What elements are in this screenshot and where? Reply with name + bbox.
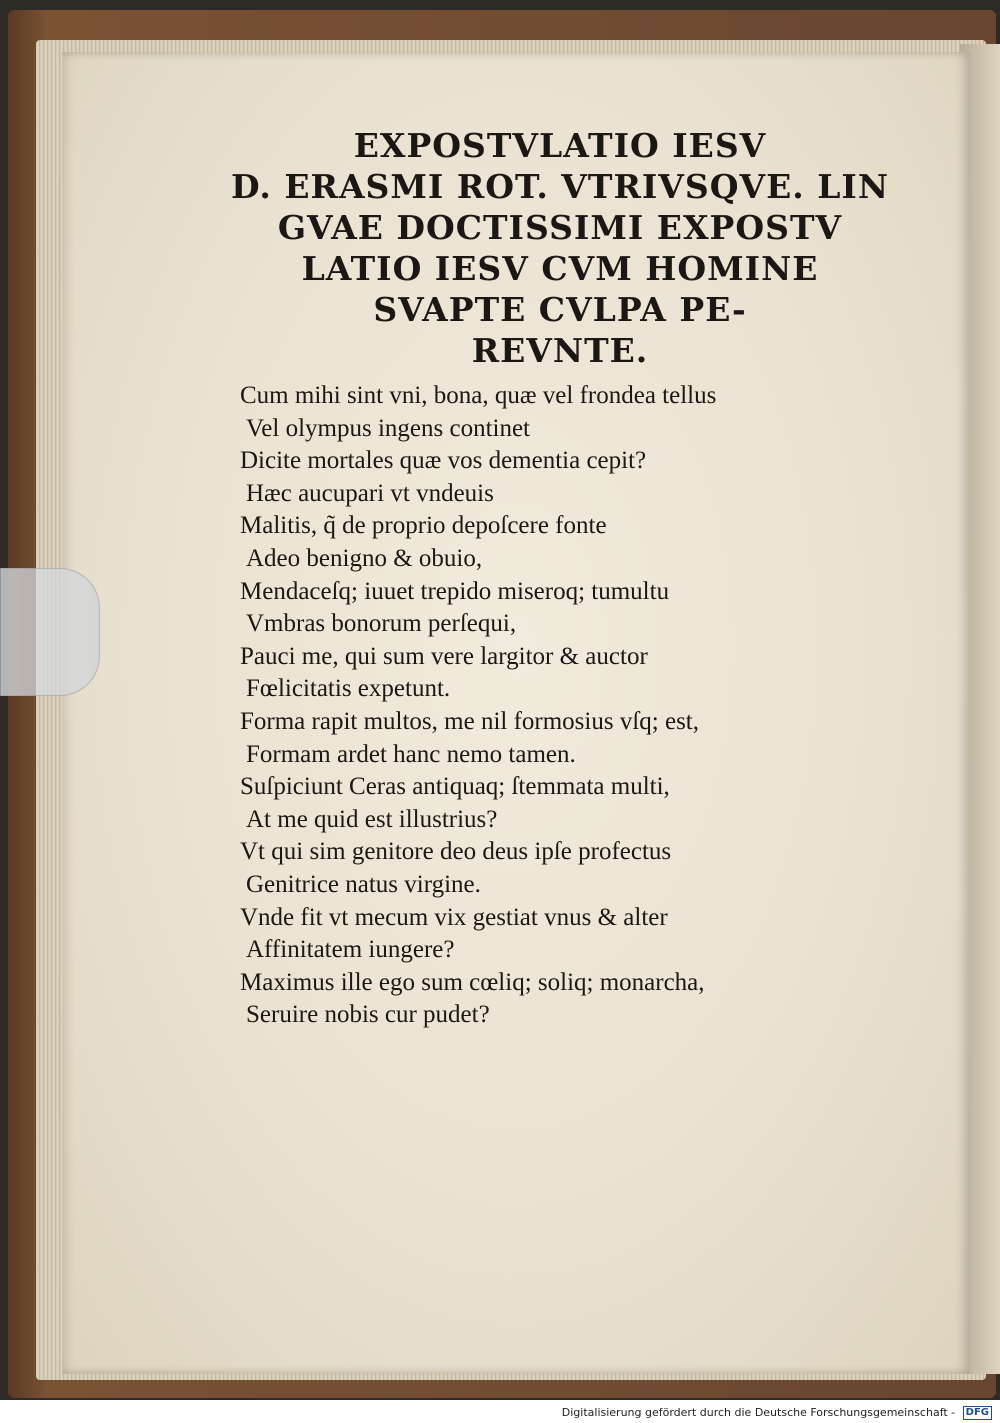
credit-text: Digitalisierung gefördert durch die Deutsche Forschungsgemeinschaft - xyxy=(561,1406,956,1419)
verse-line: Adeo benigno & obuio, xyxy=(246,544,483,572)
verse-line: Formam ardet hanc nemo tamen. xyxy=(246,740,576,768)
verse-line: At me quid est illustrius? xyxy=(246,805,498,833)
verse-line: Vnde fit vt mecum vix gestiat vnus & alter xyxy=(240,903,668,931)
title-line: REVNTE. xyxy=(471,331,649,370)
verse-line: Suſpiciunt Ceras antiquaq; ſtemmata multi, xyxy=(240,773,670,801)
title-line: GVAE DOCTISSIMI EXPOSTV xyxy=(277,208,843,247)
verse-line: Genitrice natus virgine. xyxy=(246,870,481,898)
verse-line: Cum mihi sint vni, bona, quæ vel frondea tellus xyxy=(240,382,717,409)
title-block xyxy=(230,125,890,371)
verse-line: Maximus ille ego sum cœliq; soliq; monarcha, xyxy=(240,968,705,996)
verse-line: Affinitatem iungere? xyxy=(246,936,455,964)
title-line: LATIO IESV CVM HOMINE xyxy=(301,249,819,288)
title-line: SVAPTE CVLPA PE- xyxy=(373,290,747,329)
dfg-logo: DFG xyxy=(963,1406,992,1420)
title-line: D. ERASMI ROT. VTRIVSQVE. LIN xyxy=(230,167,890,206)
verse-line: Seruire nobis cur pudet? xyxy=(246,1001,490,1029)
verse-line: Vmbras bonorum perſequi, xyxy=(246,610,517,638)
verse-line: Malitis, q̃ de proprio depoſcere fonte xyxy=(240,512,607,540)
verse-line: Pauci me, qui sum vere largitor & auctor xyxy=(240,642,648,670)
verse-line: Forma rapit multos, me nil formosius vſq; est, xyxy=(240,707,699,735)
poem-body xyxy=(240,380,800,1032)
verse-line: Hæc aucupari vt vndeuis xyxy=(246,479,494,507)
verse-line: Dicite mortales quæ vos dementia cepit? xyxy=(240,447,647,475)
verse-line: Mendaceſq; iuuet trepido miseroq; tumultu xyxy=(240,577,670,605)
title-line: EXPOSTVLATIO IESV xyxy=(353,126,767,165)
verse-line: Vel olympus ingens continet xyxy=(246,414,530,442)
verse-line: Fœlicitatis expetunt. xyxy=(246,675,451,703)
verse-line: Vt qui sim genitore deo deus ipſe profectus xyxy=(240,838,672,866)
digitization-credit xyxy=(562,1404,992,1421)
page-clip xyxy=(0,568,100,696)
